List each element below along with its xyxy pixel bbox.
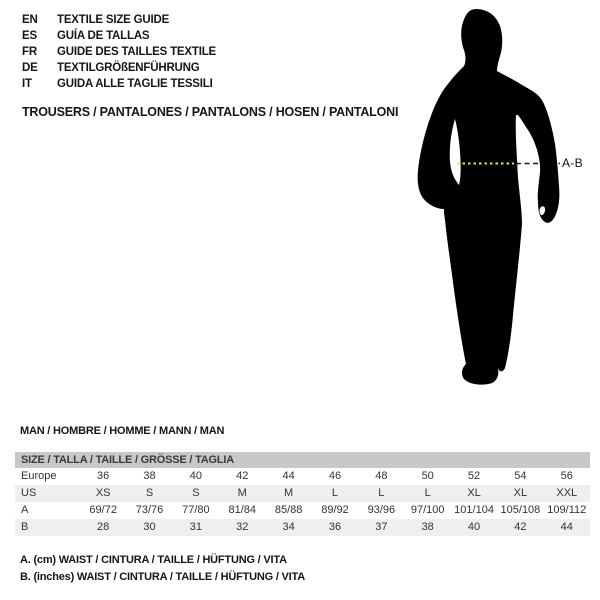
size-value-cell: 30: [143, 521, 156, 533]
table-row: [15, 485, 590, 502]
size-value-cell: 44: [282, 470, 295, 482]
size-value-cell: 105/108: [500, 504, 541, 516]
language-code: DE: [22, 62, 38, 74]
size-value-cell: 73/76: [135, 504, 164, 516]
size-value-cell: XXL: [556, 487, 578, 499]
size-value-cell: 52: [467, 470, 481, 482]
language-label: GUÍA DE TALLAS: [57, 30, 150, 42]
size-value-cell: 40: [189, 470, 203, 482]
size-table: [15, 452, 590, 536]
size-value-cell: M: [284, 487, 294, 499]
size-value-cell: 97/100: [410, 504, 445, 516]
language-label: TEXTILE SIZE GUIDE: [57, 14, 170, 26]
size-value-cell: 85/88: [274, 504, 303, 516]
language-label: GUIDA ALLE TAGLIE TESSILI: [57, 78, 213, 90]
size-value-cell: 101/104: [454, 504, 494, 516]
size-value-cell: 36: [97, 470, 110, 482]
size-value-cell: 31: [189, 521, 203, 533]
size-value-cell: XL: [467, 487, 481, 499]
footnote-line: B. (inches) WAIST / CINTURA / TAILLE / HÜFTUNG / VITA: [20, 571, 305, 583]
size-value-cell: 37: [375, 521, 388, 533]
size-value-cell: L: [331, 487, 339, 499]
language-label: GUIDE DES TAILLES TEXTILE: [57, 46, 216, 58]
size-value-cell: 42: [514, 521, 527, 533]
size-value-cell: 46: [328, 470, 342, 482]
size-value-cell: 56: [560, 470, 573, 482]
size-value-cell: L: [424, 487, 431, 499]
size-value-cell: 50: [421, 470, 434, 482]
size-value-cell: M: [237, 487, 247, 499]
size-value-cell: 93/96: [367, 504, 396, 516]
language-code: FR: [22, 46, 37, 58]
size-value-cell: 77/80: [182, 504, 210, 516]
category-title: TROUSERS / PANTALONES / PANTALONS / HOSEN / PANTALONI: [22, 105, 399, 119]
size-value-cell: 89/92: [321, 504, 349, 516]
size-value-cell: 38: [421, 521, 434, 533]
size-value-cell: 40: [467, 521, 481, 533]
size-table-header: SIZE / TALLA / TAILLE / GRÖSSE / TAGLIA: [15, 452, 590, 468]
size-value-cell: S: [192, 487, 200, 499]
size-value-cell: 34: [282, 521, 295, 533]
row-label: Europe: [21, 470, 57, 482]
footnotes: [20, 552, 305, 586]
row-label: B: [21, 521, 29, 533]
row-label: US: [21, 487, 37, 499]
section-title: MAN / HOMBRE / HOMME / MANN / MAN: [20, 425, 225, 437]
footnote-line: A. (cm) WAIST / CINTURA / TAILLE / HÜFTUNG / VITA: [20, 554, 287, 566]
size-value-cell: L: [378, 487, 385, 499]
size-value-cell: 54: [514, 470, 527, 482]
language-label: TEXTILGRÖßENFÜHRUNG: [57, 62, 200, 74]
size-value-cell: 81/84: [228, 504, 257, 516]
size-value-cell: 44: [560, 521, 573, 533]
size-value-cell: 69/72: [89, 504, 117, 516]
size-value-cell: 32: [236, 521, 249, 533]
size-value-cell: 28: [97, 521, 110, 533]
size-value-cell: 38: [143, 470, 156, 482]
row-label: A: [21, 504, 29, 516]
table-row: [15, 502, 590, 519]
language-code: EN: [22, 14, 38, 26]
waist-measure-label: A-B: [562, 156, 583, 170]
body-silhouette: [418, 9, 560, 385]
table-row: [15, 519, 590, 536]
size-value-cell: S: [145, 487, 154, 499]
language-code: ES: [22, 30, 37, 42]
language-code: IT: [22, 78, 32, 90]
size-value-cell: XL: [513, 487, 528, 499]
size-value-cell: 48: [375, 470, 388, 482]
size-value-cell: 36: [328, 521, 342, 533]
size-table-body: [15, 468, 590, 536]
size-value-cell: XS: [95, 487, 111, 499]
table-row: [15, 468, 590, 485]
size-value-cell: 109/112: [547, 504, 587, 516]
size-value-cell: 42: [236, 470, 249, 482]
